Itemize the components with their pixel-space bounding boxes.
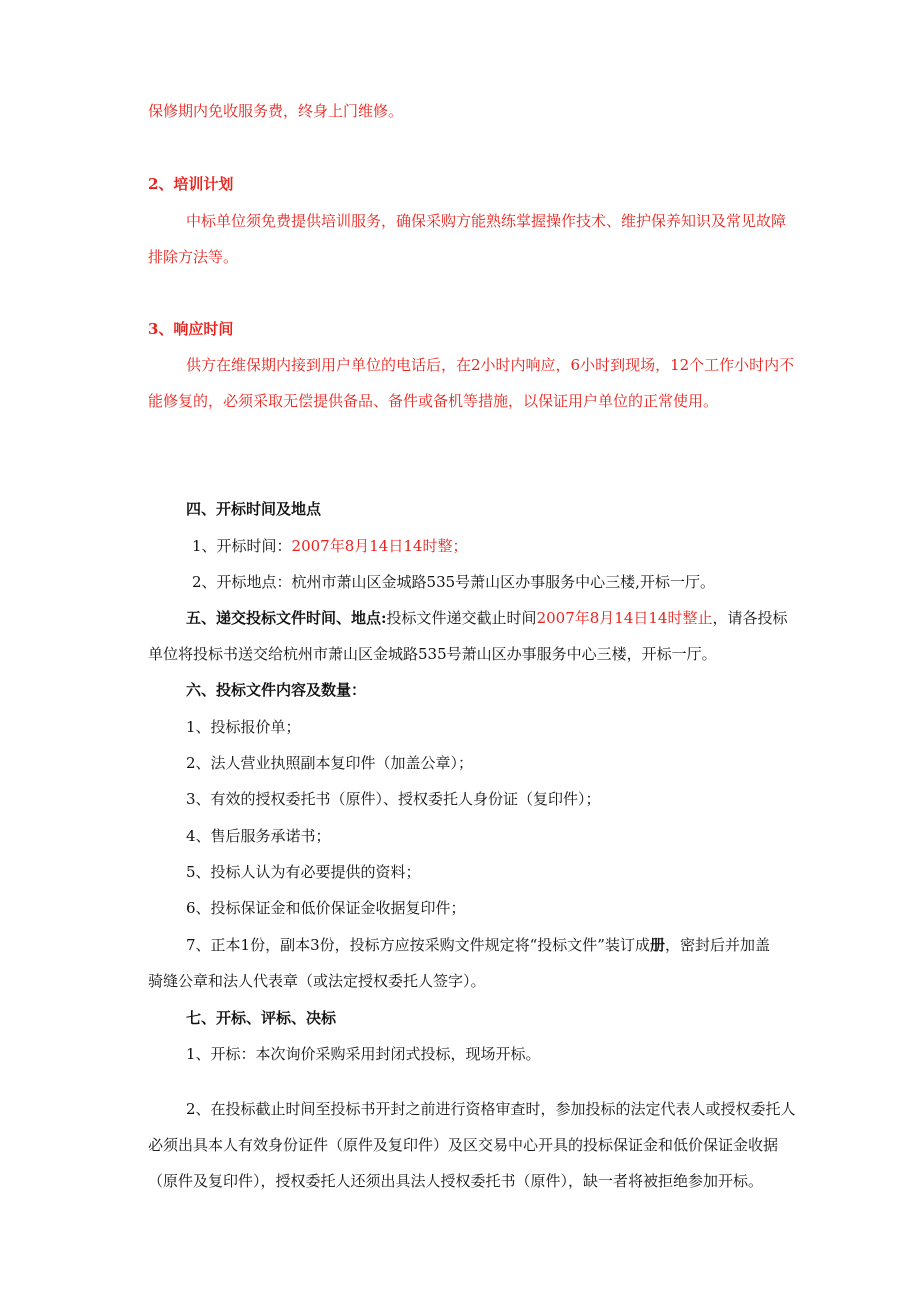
list-item: 1、投标报价单； (186, 718, 301, 736)
list-item: 3、有效的授权委托书（原件）、授权委托人身份证（复印件）； (186, 790, 601, 808)
section-5-text-b: ，请各投标 (712, 609, 788, 627)
warranty-line: 保修期内免收服务费，终身上门维修。 (148, 102, 404, 120)
section-5-line-1 (186, 608, 787, 628)
item-7-text-a: 7、正本1份，副本3份，投标方应按采购文件规定将“投标文件”装订成 (186, 936, 650, 954)
training-heading: 2、培训计划 (148, 175, 234, 193)
section-5-line-2: 单位将投标书送交给杭州市萧山区金城路535号萧山区办事服务中心三楼，开标一厅。 (148, 645, 717, 663)
opening-time (192, 536, 467, 556)
list-item: 5、投标人认为有必要提供的资料； (186, 863, 421, 881)
response-heading: 3、响应时间 (148, 320, 234, 338)
section-7-paragraph-2-line-1: 2、在投标截止时间至投标书开封之前进行资格审查时，参加投标的法定代表人或授权委托人 (186, 1100, 796, 1118)
opening-time-value: 2007年8月14日14时整； (291, 537, 468, 555)
response-text-line-1: 供方在维保期内接到用户单位的电话后，在2小时内响应，6小时到现场，12个工作小时内不 (186, 356, 795, 374)
opening-time-label: 1、开标时间： (192, 537, 292, 555)
list-item: 2、法人营业执照副本复印件（加盖公章）； (186, 754, 474, 772)
item-7-bold: 册 (649, 936, 665, 954)
response-text-line-2: 能修复的，必须采取无偿提供备品、备件或备机等措施，以保证用户单位的正常使用。 (148, 392, 719, 410)
list-item: 6、投标保证金和低价保证金收据复印件； (186, 899, 466, 917)
section-7-paragraph-2-line-3: （原件及复印件），授权委托人还须出具法人授权委托书（原件），缺一者将被拒绝参加开标。 (148, 1172, 764, 1190)
opening-place: 2、开标地点：杭州市萧山区金城路535号萧山区办事服务中心三楼,开标一厅。 (192, 573, 715, 591)
section-7-heading: 七、开标、评标、决标 (186, 1009, 337, 1027)
section-5-text-a: 投标文件递交截止时间 (386, 609, 537, 627)
list-item-7 (186, 935, 770, 955)
submission-deadline: 2007年8月14日14时整止 (536, 609, 713, 627)
section-5-heading: 五、递交投标文件时间、地点: (186, 609, 387, 627)
section-6-heading: 六、投标文件内容及数量： (186, 681, 367, 699)
training-text-line-2: 排除方法等。 (148, 248, 239, 266)
training-text-line-1: 中标单位须免费提供培训服务，确保采购方能熟练掌握操作技术、维护保养知识及常见故障 (186, 212, 787, 230)
section-4-heading: 四、开标时间及地点 (186, 500, 322, 518)
section-7-paragraph-2-line-2: 必须出具本人有效身份证件（原件及复印件）及区交易中心开具的投标保证金和低价保证金收据 (148, 1136, 779, 1154)
item-7-text-b: ，密封后并加盖 (665, 936, 771, 954)
list-item: 4、售后服务承诺书； (186, 827, 331, 845)
list-item-7-line-2: 骑缝公章和法人代表章（或法定授权委托人签字）。 (148, 972, 486, 990)
section-7-paragraph-1: 1、开标：本次询价采购采用封闭式投标，现场开标。 (186, 1045, 541, 1063)
